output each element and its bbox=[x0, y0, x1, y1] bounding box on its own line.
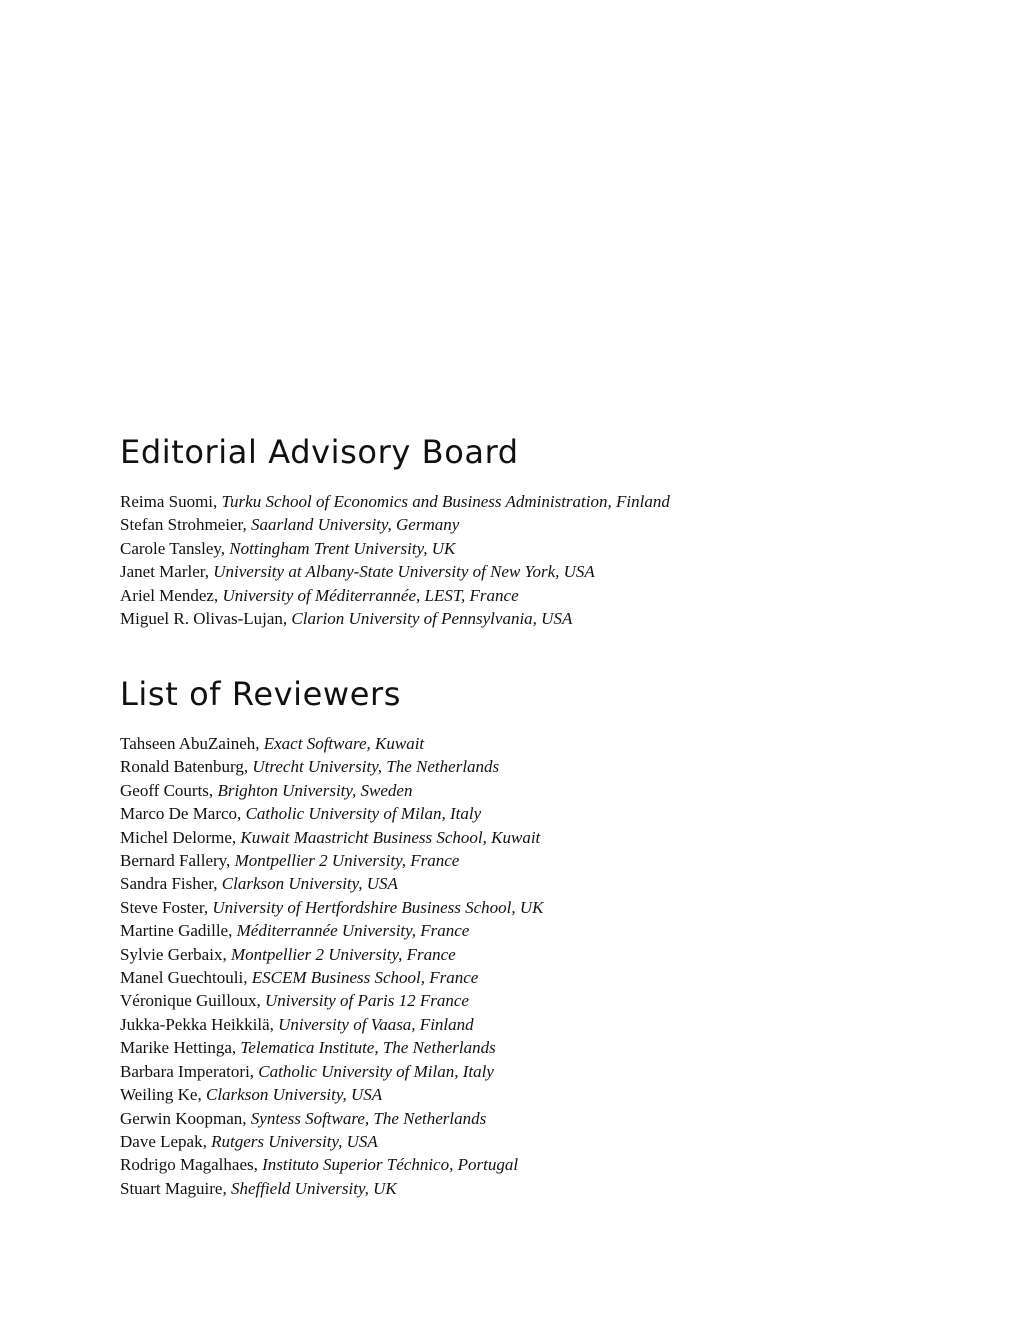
affiliation: Telematica Institute, The Netherlands bbox=[240, 1038, 496, 1058]
affiliation: Utrecht University, The Netherlands bbox=[252, 757, 500, 777]
person-name: Steve Foster, bbox=[120, 897, 209, 917]
person-name: Weiling Ke, bbox=[120, 1085, 202, 1105]
list-item bbox=[120, 802, 544, 825]
person-name: Miguel R. Olivas-Lujan, bbox=[120, 609, 288, 629]
reviewers-heading: List of Reviewers bbox=[120, 675, 402, 713]
list-item bbox=[120, 1060, 544, 1083]
list-item bbox=[120, 826, 544, 849]
list-item bbox=[120, 584, 670, 607]
affiliation: Catholic University of Milan, Italy bbox=[258, 1061, 494, 1081]
affiliation: Catholic University of Milan, Italy bbox=[245, 804, 482, 824]
editorial-board-heading: Editorial Advisory Board bbox=[120, 433, 519, 471]
person-name: Michel Delorme, bbox=[120, 827, 237, 847]
person-name: Martine Gadille, bbox=[120, 921, 233, 941]
list-item bbox=[120, 966, 544, 989]
affiliation: University at Albany-State University of New York, USA bbox=[213, 562, 595, 582]
person-name: Rodrigo Magalhaes, bbox=[120, 1155, 258, 1175]
affiliation: Rutgers University, USA bbox=[211, 1131, 378, 1151]
affiliation: Exact Software, Kuwait bbox=[263, 734, 425, 753]
affiliation: Méditerrannée University, France bbox=[236, 921, 470, 941]
reviewers-list bbox=[120, 732, 544, 1200]
affiliation: Nottingham Trent University, UK bbox=[229, 538, 456, 558]
affiliation: Syntess Software, The Netherlands bbox=[250, 1108, 487, 1128]
list-item bbox=[120, 872, 544, 895]
list-item bbox=[120, 1036, 544, 1059]
affiliation: University of Vaasa, Finland bbox=[278, 1014, 474, 1034]
person-name: Tahseen AbuZaineh, bbox=[120, 734, 260, 753]
person-name: Dave Lepak, bbox=[120, 1131, 207, 1151]
affiliation: Turku School of Economics and Business Administration, Finland bbox=[221, 492, 670, 511]
person-name: Stefan Strohmeier, bbox=[120, 515, 247, 535]
affiliation: Montpellier 2 University, France bbox=[230, 944, 456, 964]
affiliation: University of Méditerrannée, LEST, France bbox=[222, 585, 519, 605]
affiliation: Kuwait Maastricht Business School, Kuwait bbox=[240, 827, 541, 847]
affiliation: Montpellier 2 University, France bbox=[234, 851, 460, 871]
person-name: Gerwin Koopman, bbox=[120, 1108, 247, 1128]
list-item bbox=[120, 1013, 544, 1036]
person-name: Reima Suomi, bbox=[120, 492, 218, 511]
person-name: Manel Guechtouli, bbox=[120, 968, 248, 988]
person-name: Bernard Fallery, bbox=[120, 851, 231, 871]
list-item bbox=[120, 537, 670, 560]
list-item bbox=[120, 490, 670, 513]
affiliation: Instituto Superior Téchnico, Portugal bbox=[262, 1155, 519, 1175]
list-item bbox=[120, 607, 670, 630]
list-item bbox=[120, 1177, 544, 1200]
person-name: Stuart Maguire, bbox=[120, 1178, 227, 1198]
editorial-board-list bbox=[120, 490, 670, 630]
person-name: Barbara Imperatori, bbox=[120, 1061, 255, 1081]
person-name: Sandra Fisher, bbox=[120, 874, 218, 894]
list-item bbox=[120, 513, 670, 536]
affiliation: Clarkson University, USA bbox=[221, 874, 398, 894]
person-name: Janet Marler, bbox=[120, 562, 210, 582]
list-item bbox=[120, 755, 544, 778]
person-name: Ronald Batenburg, bbox=[120, 757, 249, 777]
list-item bbox=[120, 1130, 544, 1153]
person-name: Marco De Marco, bbox=[120, 804, 242, 824]
affiliation: University of Hertfordshire Business School, UK bbox=[212, 897, 544, 917]
affiliation: Clarkson University, USA bbox=[205, 1085, 383, 1105]
list-item bbox=[120, 1153, 544, 1176]
list-item bbox=[120, 989, 544, 1012]
list-item bbox=[120, 849, 544, 872]
list-item bbox=[120, 560, 670, 583]
person-name: Marike Hettinga, bbox=[120, 1038, 237, 1058]
list-item bbox=[120, 919, 544, 942]
person-name: Véronique Guilloux, bbox=[120, 991, 261, 1011]
person-name: Ariel Mendez, bbox=[120, 585, 219, 605]
list-item bbox=[120, 732, 544, 755]
affiliation: Saarland University, Germany bbox=[251, 515, 460, 535]
person-name: Carole Tansley, bbox=[120, 538, 226, 558]
list-item bbox=[120, 779, 544, 802]
list-item bbox=[120, 896, 544, 919]
person-name: Geoff Courts, bbox=[120, 780, 214, 800]
affiliation: University of Paris 12 France bbox=[264, 991, 469, 1011]
person-name: Jukka-Pekka Heikkilä, bbox=[120, 1014, 274, 1034]
list-item bbox=[120, 1083, 544, 1106]
affiliation: Clarion University of Pennsylvania, USA bbox=[291, 609, 573, 629]
affiliation: ESCEM Business School, France bbox=[251, 968, 479, 988]
affiliation: Sheffield University, UK bbox=[230, 1178, 397, 1198]
list-item bbox=[120, 1107, 544, 1130]
list-item bbox=[120, 943, 544, 966]
person-name: Sylvie Gerbaix, bbox=[120, 944, 227, 964]
affiliation: Brighton University, Sweden bbox=[217, 780, 413, 800]
